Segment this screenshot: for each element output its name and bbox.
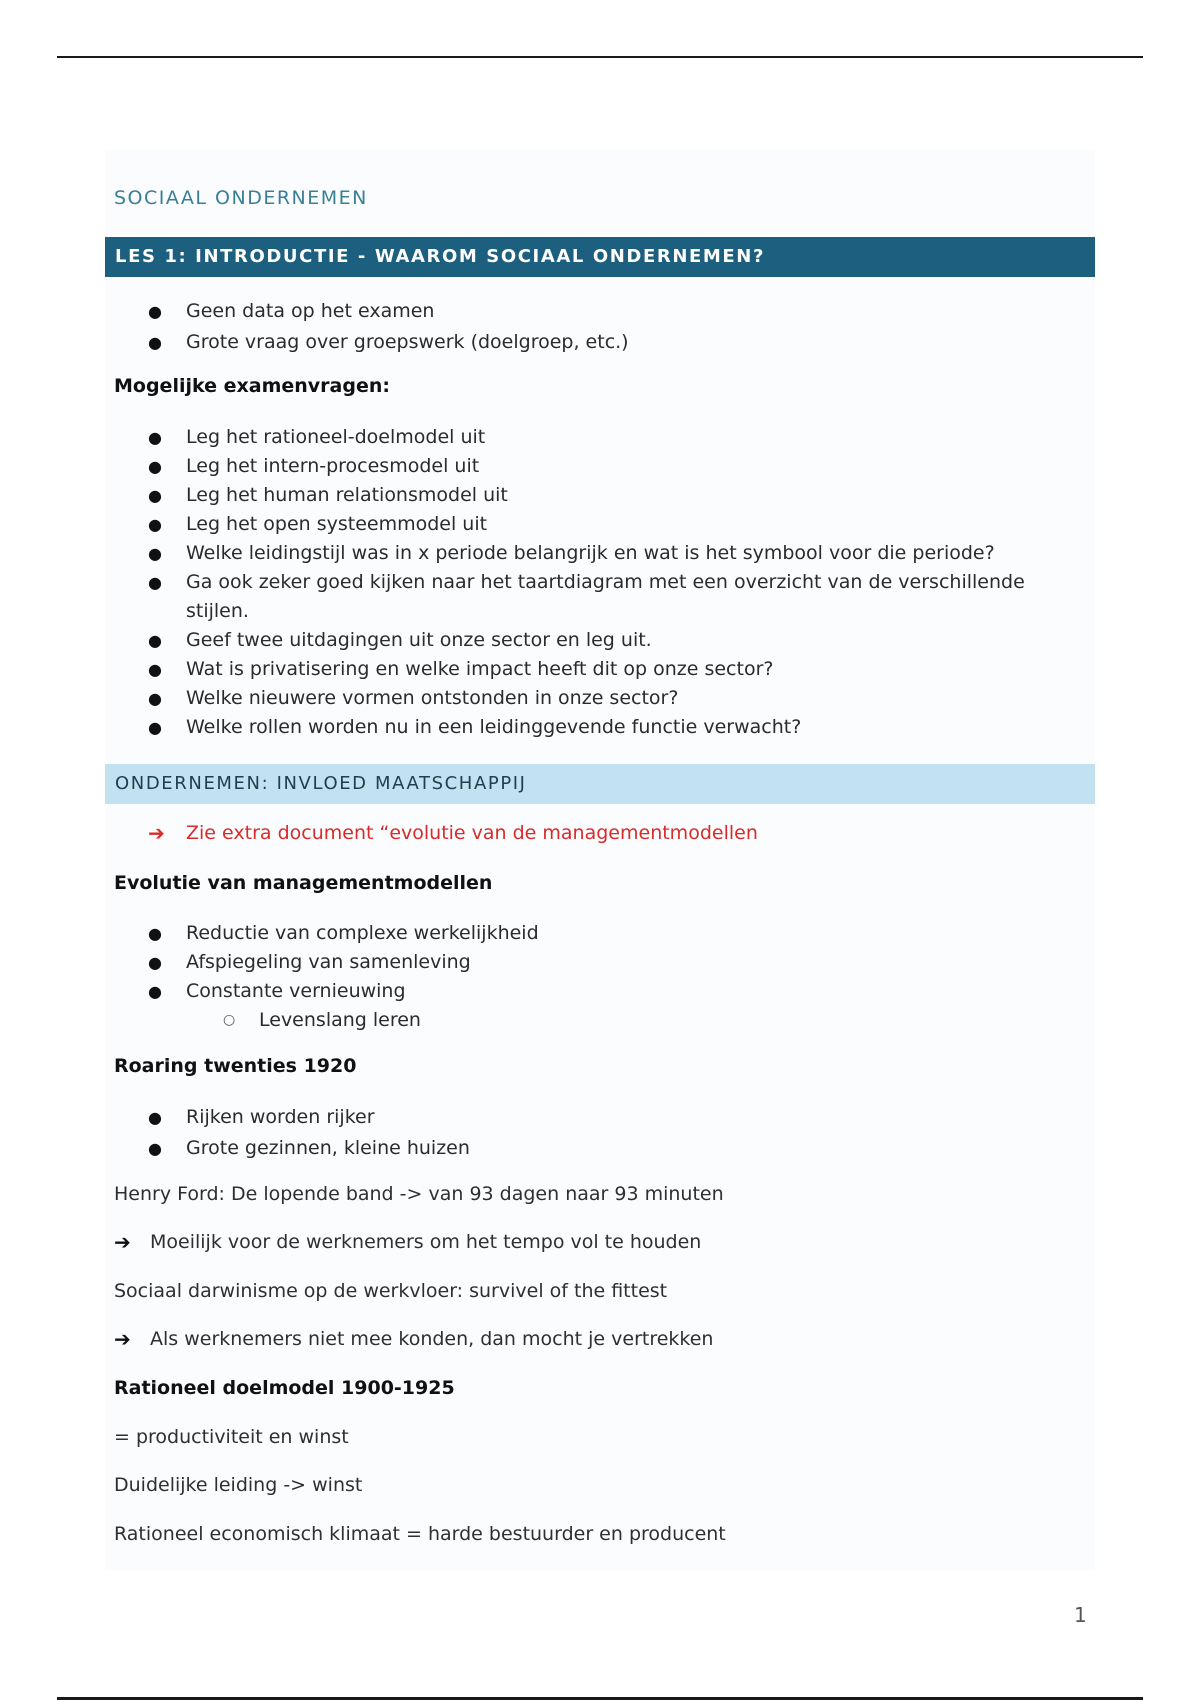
bullet-icon: ● [148,660,162,679]
content-area [105,150,1095,1570]
section-heading-ondernemen: ONDERNEMEN: INVLOED MAATSCHAPPIJ [105,764,1095,804]
exam-questions-list [0,423,1086,742]
bullet-icon: ● [148,515,162,534]
list-item: ● Geef twee uitdagingen uit onze sector en leg uit. [0,626,1086,655]
roaring-twenties-list [0,1102,1086,1164]
circle-bullet-icon: ○ [223,1012,236,1028]
list-item: ● Leg het human relationsmodel uit [0,481,1086,510]
list-item: ● Grote vraag over groepswerk (doelgroep, etc.) [0,327,1086,358]
reference-note: Zie extra document “evolutie van de managementmodellen [186,822,758,844]
bullet-icon: ● [148,333,162,352]
list-item: ● Leg het rationeel-doelmodel uit [0,423,1086,452]
list-item: ● Welke nieuwere vormen ontstonden in onze sector? [0,684,1086,713]
list-item: ● Grote gezinnen, kleine huizen [0,1133,1086,1164]
rational-model-heading: Rationeel doelmodel 1900-1925 [114,1377,455,1399]
bullet-icon: ● [148,689,162,708]
evolution-list [0,919,1159,1035]
list-item: ● Constante vernieuwing [0,977,1159,1006]
bullet-icon: ● [148,924,162,943]
bullet-icon: ● [148,718,162,737]
list-item: ● Afspiegeling van samenleving [0,948,1159,977]
arrow-right-icon: ➔ [114,1327,131,1351]
list-item: ● Leg het open systeemmodel uit [0,510,1086,539]
ford-consequence: Moeilijk voor de werknemers om het tempo vol te houden [150,1231,702,1253]
intro-list [0,296,1086,358]
bullet-icon: ● [148,1139,162,1158]
henry-ford-line: Henry Ford: De lopende band -> van 93 dagen naar 93 minuten [114,1183,724,1205]
section-heading-les1: LES 1: INTRODUCTIE - WAAROM SOCIAAL ONDERNEMEN? [105,237,1095,277]
social-darwinism-line: Sociaal darwinisme op de werkvloer: survivel of the fittest [114,1280,668,1302]
evolution-heading: Evolutie van managementmodellen [114,872,493,894]
rational-line-2: Duidelijke leiding -> winst [114,1474,363,1496]
bullet-icon: ● [148,302,162,321]
exam-questions-heading: Mogelijke examenvragen: [114,375,390,397]
sub-list-item: ○ Levenslang leren [0,1006,1159,1035]
arrow-right-icon: ➔ [148,821,165,845]
rational-line-3: Rationeel economisch klimaat = harde bestuurder en producent [114,1523,726,1545]
bullet-icon: ● [148,428,162,447]
list-item: ● Geen data op het examen [0,296,1086,327]
bullet-icon: ● [148,953,162,972]
bullet-icon: ● [148,486,162,505]
bullet-icon: ● [148,544,162,563]
bullet-icon: ● [148,631,162,650]
document-title: SOCIAAL ONDERNEMEN [114,187,368,209]
bullet-icon: ● [148,457,162,476]
list-item: ● Leg het intern-procesmodel uit [0,452,1086,481]
bullet-icon: ● [148,1108,162,1127]
list-item: ● Welke leidingstijl was in x periode belangrijk en wat is het symbool voor die periode? [0,539,1086,568]
list-item: ● Reductie van complexe werkelijkheid [0,919,1159,948]
roaring-twenties-heading: Roaring twenties 1920 [114,1055,357,1077]
arrow-right-icon: ➔ [114,1230,131,1254]
list-item: ● Wat is privatisering en welke impact heeft dit op onze sector? [0,655,1086,684]
list-item: ● Ga ook zeker goed kijken naar het taartdiagram met een overzicht van de verschillende stijlen. [0,568,1086,626]
darwinism-consequence: Als werknemers niet mee konden, dan mocht je vertrekken [150,1328,714,1350]
list-item: ● Rijken worden rijker [0,1102,1086,1133]
rational-line-1: = productiviteit en winst [114,1426,349,1448]
bullet-icon: ● [148,982,162,1001]
bullet-icon: ● [148,573,162,592]
page-number: 1 [1074,1603,1087,1627]
list-item: ● Welke rollen worden nu in een leidinggevende functie verwacht? [0,713,1086,742]
header-rule [57,56,1143,58]
